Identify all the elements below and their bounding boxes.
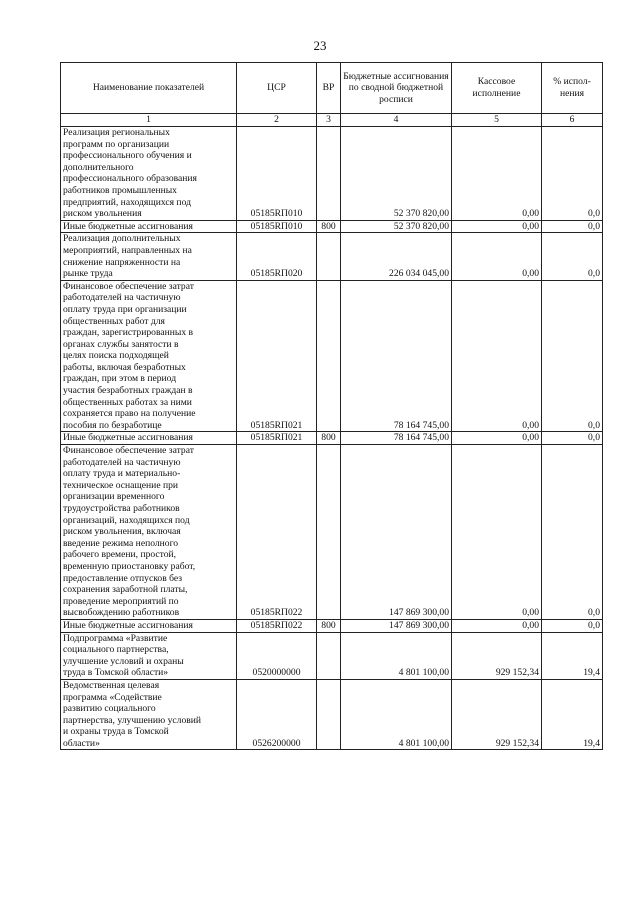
indicator-name — [61, 280, 237, 432]
indicator-name-line: введение режима неполного — [63, 537, 179, 549]
indicator-name-line: Финансовое обеспечение затрат — [63, 445, 194, 457]
header-vr: ВР — [317, 63, 341, 114]
cash-execution: 0,00 — [452, 220, 542, 233]
indicator-name-line: Иные бюджетные ассигнования — [63, 220, 193, 232]
indicator-name-line: Реализация региональных — [63, 127, 170, 138]
table-row — [61, 127, 603, 221]
indicator-name-line: социального партнерства, — [63, 644, 169, 656]
indicator-name-line: Иные бюджетные ассигнования — [63, 619, 193, 631]
indicator-name-line: партнерства, улучшению условий — [63, 714, 202, 726]
cash-execution: 0,00 — [452, 619, 542, 632]
expense-type: 800 — [317, 619, 341, 632]
cash-execution: 0,00 — [452, 233, 542, 280]
execution-percent: 19,4 — [542, 679, 603, 750]
indicator-name-line: участия безработных граждан в — [63, 385, 193, 397]
table-row — [61, 445, 603, 620]
indicator-name-line: организаций, находящихся под — [63, 514, 190, 526]
column-number: 4 — [341, 114, 452, 127]
budget-allocation: 4 801 100,00 — [341, 679, 452, 750]
budget-allocation: 78 164 745,00 — [341, 432, 452, 445]
page-number: 23 — [313, 38, 327, 53]
indicator-name-line: граждан, зарегистрированных в — [63, 327, 194, 339]
indicator-name-line: временную приостановку работ, — [63, 560, 196, 572]
expense-type — [317, 233, 341, 280]
csr-code: 0526200000 — [237, 679, 317, 750]
indicator-name-line: развитию социального — [63, 703, 156, 715]
indicator-name-line: труда в Томской области» — [63, 667, 169, 679]
indicator-name — [61, 127, 237, 221]
indicator-name-line: предоставление отпусков без — [63, 572, 183, 584]
table-row — [61, 233, 603, 280]
execution-percent: 19,4 — [542, 632, 603, 679]
cash-execution: 929 152,34 — [452, 679, 542, 750]
table-row — [61, 632, 603, 679]
expense-type — [317, 679, 341, 750]
table-row — [61, 280, 603, 432]
expense-type — [317, 445, 341, 620]
csr-code: 05185RП021 — [237, 432, 317, 445]
csr-code: 05185RП020 — [237, 233, 317, 280]
indicator-name-line: улучшение условий и охраны — [63, 655, 184, 667]
cash-execution: 0,00 — [452, 280, 542, 432]
budget-execution-table — [60, 62, 603, 750]
indicator-name-line: мероприятий, направленных на — [63, 244, 192, 256]
header-cash: Кассовое исполнение — [452, 63, 542, 114]
indicator-name-line: рабочего времени, простой, — [63, 549, 177, 561]
indicator-name-line: рынке труда — [63, 268, 113, 280]
indicator-name-line: Финансовое обеспечение затрат — [63, 280, 194, 292]
indicator-name-line: трудоустройства работников — [63, 503, 180, 514]
expense-type: 800 — [317, 432, 341, 445]
indicator-name-line: программ по организации — [63, 138, 170, 150]
cash-execution: 929 152,34 — [452, 632, 542, 679]
indicator-name-line: целях поиска подходящей — [63, 350, 169, 362]
execution-percent: 0,0 — [542, 432, 603, 445]
csr-code: 05185RП010 — [237, 127, 317, 221]
column-number: 6 — [542, 114, 603, 127]
indicator-name — [61, 432, 237, 445]
header-pct: % испол-нения — [542, 63, 603, 114]
expense-type — [317, 127, 341, 221]
indicator-name-line: работодателей на частичную — [63, 456, 181, 468]
indicator-name-line: техническое оснащение при — [63, 479, 179, 491]
budget-allocation: 4 801 100,00 — [341, 632, 452, 679]
indicator-name-line: дополнительного — [63, 161, 134, 173]
indicator-name-line: области» — [63, 737, 100, 749]
indicator-name-line: граждан, при этом в период — [63, 373, 177, 385]
indicator-name-line: пособия по безработице — [63, 419, 162, 431]
column-number: 2 — [237, 114, 317, 127]
column-number: 1 — [61, 114, 237, 127]
column-number: 5 — [452, 114, 542, 127]
indicator-name-line: Ведомственная целевая — [63, 679, 160, 691]
indicator-name-line: общественных работах за ними — [63, 396, 192, 408]
indicator-name-line: риском увольнения — [63, 208, 142, 220]
indicator-name-line: высвобождению работников — [63, 607, 180, 619]
csr-code: 05185RП010 — [237, 220, 317, 233]
cash-execution: 0,00 — [452, 445, 542, 620]
header-name: Наименование показателей — [61, 63, 237, 114]
indicator-name-line: общественных работ для — [63, 315, 165, 327]
indicator-name-line: Реализация дополнительных — [63, 233, 181, 245]
indicator-name-line: предприятий, находящихся под — [63, 196, 191, 208]
execution-percent: 0,0 — [542, 233, 603, 280]
expense-type: 800 — [317, 220, 341, 233]
indicator-name-line: риском увольнения, включая — [63, 526, 181, 538]
indicator-name — [61, 445, 237, 620]
column-number-row — [61, 114, 603, 127]
indicator-name-line: оплату труда при организации — [63, 303, 187, 315]
indicator-name-line: программа «Содействие — [63, 691, 162, 703]
table-row — [61, 679, 603, 750]
indicator-name-line: организации временного — [63, 491, 165, 503]
cash-execution: 0,00 — [452, 127, 542, 221]
header-csr: ЦСР — [237, 63, 317, 114]
csr-code: 0520000000 — [237, 632, 317, 679]
indicator-name — [61, 233, 237, 280]
csr-code: 05185RП022 — [237, 619, 317, 632]
budget-allocation: 78 164 745,00 — [341, 280, 452, 432]
csr-code: 05185RП021 — [237, 280, 317, 432]
table-row — [61, 220, 603, 233]
execution-percent: 0,0 — [542, 280, 603, 432]
indicator-name-line: профессионального образования — [63, 173, 197, 185]
indicator-name-line: работодателей на частичную — [63, 292, 181, 304]
indicator-name-line: и охраны труда в Томской — [63, 726, 169, 738]
indicator-name — [61, 619, 237, 632]
header-budget: Бюджетные ассигнования по сводной бюджетной росписи — [341, 63, 452, 114]
budget-allocation: 147 869 300,00 — [341, 619, 452, 632]
budget-allocation: 226 034 045,00 — [341, 233, 452, 280]
budget-allocation: 52 370 820,00 — [341, 127, 452, 221]
indicator-name-line: профессионального обучения и — [63, 150, 192, 162]
csr-code: 05185RП022 — [237, 445, 317, 620]
indicator-name-line: работы, включая безработных — [63, 361, 186, 373]
budget-allocation: 52 370 820,00 — [341, 220, 452, 233]
indicator-name-line: органах службы занятости в — [63, 338, 179, 350]
execution-percent: 0,0 — [542, 220, 603, 233]
execution-percent: 0,0 — [542, 619, 603, 632]
table-row — [61, 432, 603, 445]
indicator-name-line: снижение напряженности на — [63, 256, 181, 268]
budget-allocation: 147 869 300,00 — [341, 445, 452, 620]
indicator-name-line: Иные бюджетные ассигнования — [63, 432, 193, 444]
expense-type — [317, 280, 341, 432]
expense-type — [317, 632, 341, 679]
indicator-name-line: оплату труда и материально- — [63, 468, 181, 480]
indicator-name — [61, 679, 237, 750]
execution-percent: 0,0 — [542, 445, 603, 620]
indicator-name — [61, 632, 237, 679]
indicator-name — [61, 220, 237, 233]
table-row — [61, 619, 603, 632]
indicator-name-line: работников промышленных — [63, 184, 177, 196]
table-header-row — [61, 63, 603, 114]
cash-execution: 0,00 — [452, 432, 542, 445]
indicator-name-line: проведение мероприятий по — [63, 595, 179, 607]
execution-percent: 0,0 — [542, 127, 603, 221]
indicator-name-line: сохранения заработной платы, — [63, 584, 188, 596]
indicator-name-line: Подпрограмма «Развитие — [63, 632, 168, 644]
column-number: 3 — [317, 114, 341, 127]
indicator-name-line: сохраняется право на получение — [63, 408, 196, 420]
